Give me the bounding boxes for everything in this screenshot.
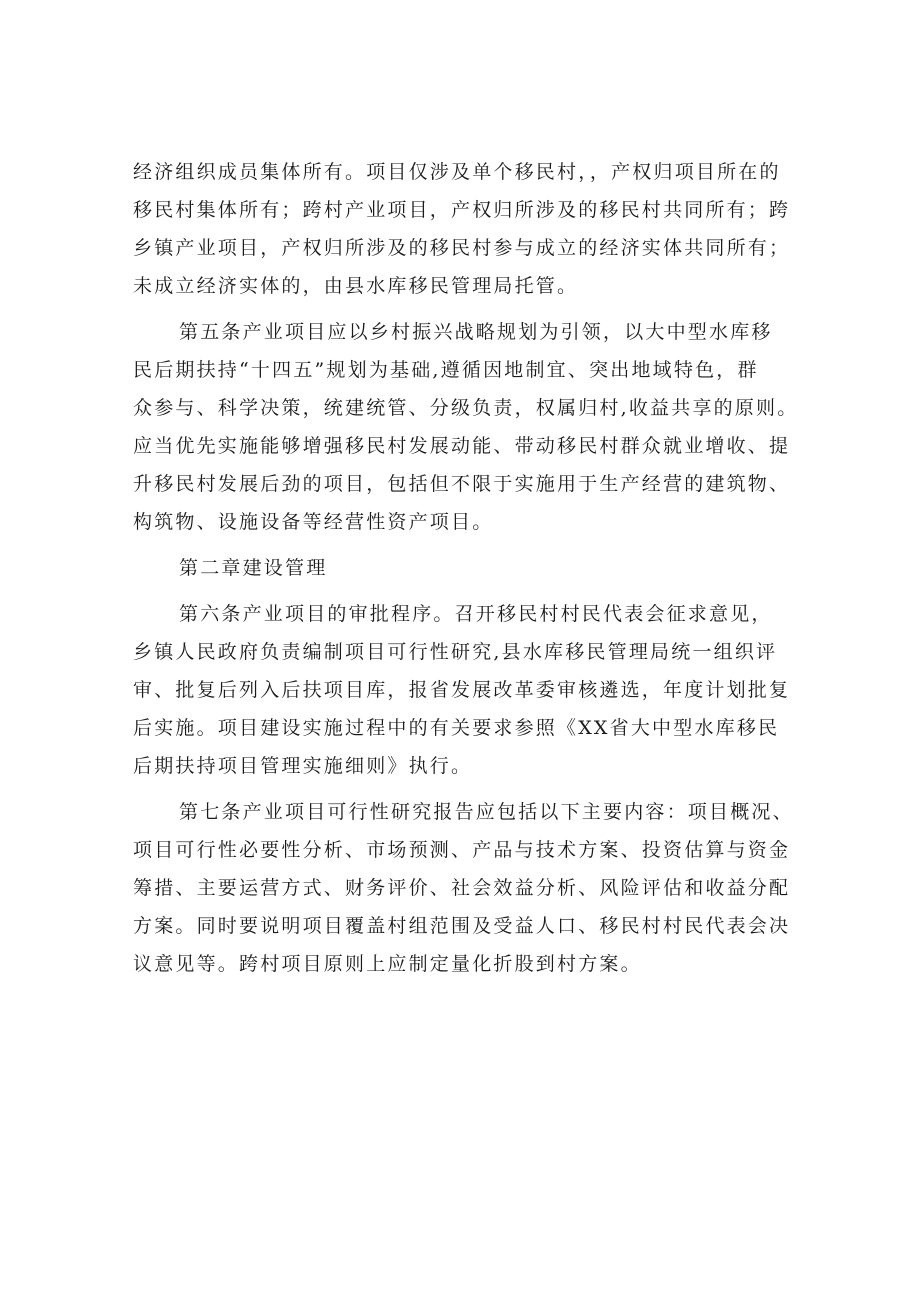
text-line: 乡镇产业项目，产权归所涉及的移民村参与成立的经济实体共同所有； (133, 237, 791, 259)
text-line: 项目可行性必要性分析、市场预测、产品与技术方案、投资估算与资金 (133, 839, 791, 861)
paragraph-gap (133, 541, 793, 549)
text-line: 应当优先实施能够增强移民村发展动能、带动移民村群众就业增收、提 (133, 435, 791, 457)
article-5-start: 第五条产业项目应以乡村振兴战略规划为引领，以大中型水库移 (179, 321, 773, 343)
text-line: 移民村集体所有；跨村产业项目，产权归所涉及的移民村共同所有；跨 (133, 199, 791, 221)
text-line: 后实施。项目建设实施过程中的有关要求参照《XX省大中型水库移民 (133, 717, 780, 739)
article-7-start: 第七条产业项目可行性研究报告应包括以下主要内容：项目概况、 (179, 801, 794, 823)
text-line: 后期扶持项目管理实施细则》执行。 (133, 755, 473, 777)
text-line: 议意见等。跨村项目原则上应制定量化折股到村方案。 (133, 953, 642, 975)
text-line: 众参与、科学决策，统建统管、分级负责，权属归村,收益共享的原则。 (133, 397, 799, 419)
chapter-heading: 第二章建设管理 (179, 557, 328, 579)
text-line: 未成立经济实体的，由县水库移民管理局托管。 (133, 275, 579, 297)
text-line: 经济组织成员集体所有。项目仅涉及单个移民村，，产权归项目所在的 (133, 161, 781, 183)
text-line: 构筑物、设施设备等经营性资产项目。 (133, 511, 494, 533)
text-line: 民后期扶持“十四五”规划为基础,遵循因地制宜、突出地域特色，群 (133, 359, 759, 381)
text-line: 乡镇人民政府负责编制项目可行性研究,县水库移民管理局统一组织评 (133, 641, 778, 663)
text-line: 审、批复后列入后扶项目库，报省发展改革委审核遴选，年度计划批复 (133, 679, 791, 701)
paragraph-gap (133, 785, 793, 793)
paragraph-gap (133, 587, 793, 595)
text-line: 筹措、主要运营方式、财务评价、社会效益分析、风险评估和收益分配 (133, 877, 791, 899)
paragraph-gap (133, 305, 793, 313)
article-6-start: 第六条产业项目的审批程序。召开移民村村民代表会征求意见， (179, 603, 773, 625)
document-body (133, 153, 799, 983)
text-line: 升移民村发展后劲的项目，包括但不限于实施用于生产经营的建筑物、 (133, 473, 791, 495)
text-line: 方案。同时要说明项目覆盖村组范围及受益人口、移民村村民代表会决 (133, 915, 791, 937)
